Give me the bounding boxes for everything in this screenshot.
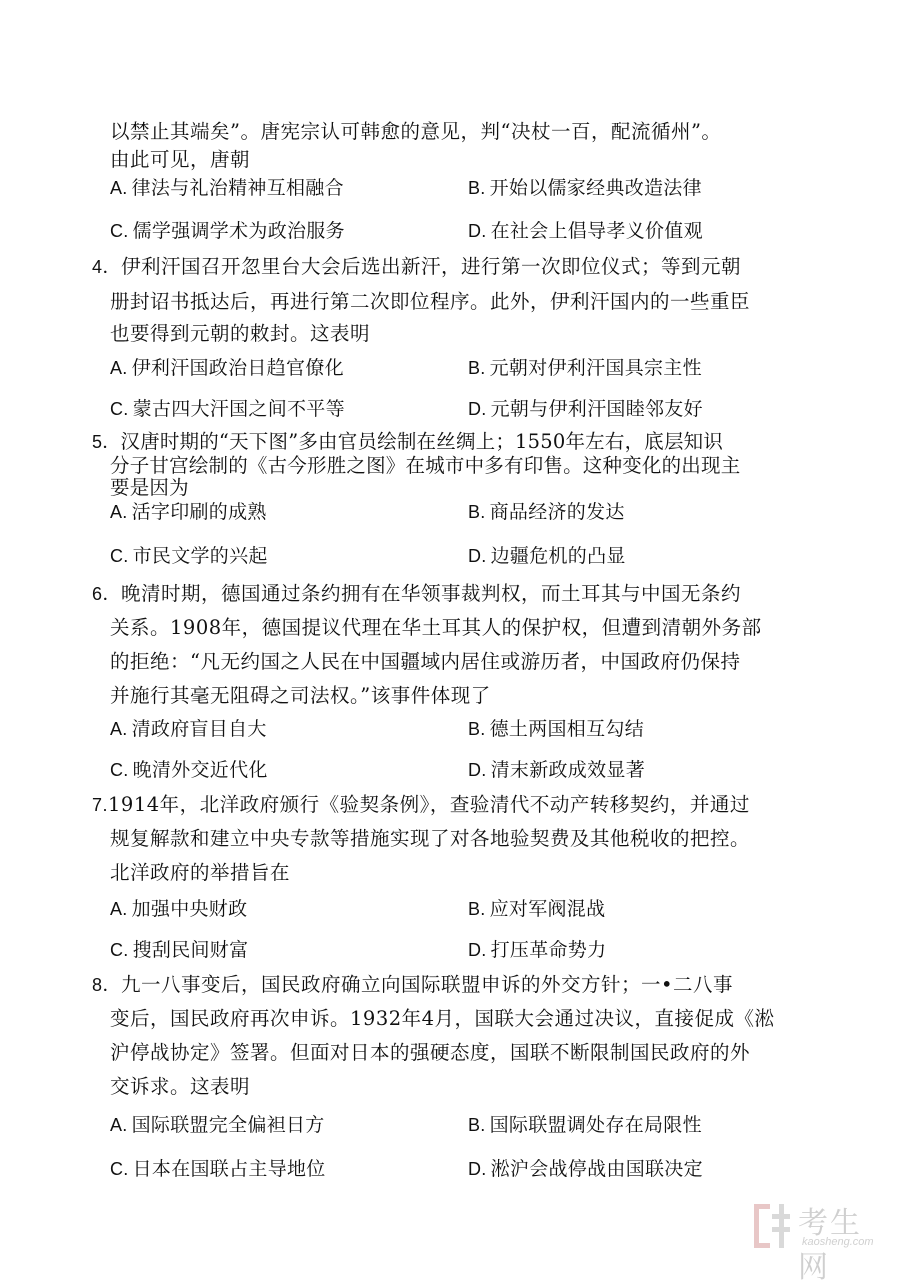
q3-line-2: 由此可见，唐朝 [110,148,251,171]
q5-text-1: 汉唐时期的“天下图”多由官员绘制在丝绸上；1550年左右，底层知识 [120,430,724,453]
option-letter: A. [110,1115,128,1135]
option-text: 清政府盲目自大 [131,718,267,740]
option-text: 德土两国相互勾结 [489,718,645,740]
option-letter: B. [468,719,486,739]
option-letter: A. [110,178,128,198]
q8-option-b[interactable] [468,1113,702,1137]
option-letter: C. [110,940,129,960]
option-letter: C. [110,760,129,780]
q4-number: 4． [92,257,122,277]
q7-text-1: 1914年，北洋政府颁行《验契条例》，查验清代不动产转移契约，并通过 [108,793,750,816]
option-letter: B. [468,502,486,522]
q5-option-a[interactable] [110,500,267,524]
q7-line-2: 规复解款和建立中央专款等措施实现了对各地验契费及其他税收的把控。 [110,827,751,850]
watermark-logo-icon [752,1200,792,1252]
q7-line-3: 北洋政府的举措旨在 [110,861,291,884]
q8-text-1: 九一八事变后，国民政府确立向国际联盟申诉的外交方针；一•二八事 [121,973,734,996]
q6-line-2: 关系。1908年，德国提议代理在华土耳其人的保护权，但遭到清朝外务部 [110,616,762,639]
q8-option-c[interactable] [110,1157,326,1181]
option-text: 律法与礼治精神互相融合 [131,177,344,199]
option-text: 加强中央财政 [131,898,248,920]
option-letter: D. [468,221,487,241]
q6-option-d[interactable] [468,758,645,782]
option-letter: C. [110,546,129,566]
q6-line-3: 的拒绝：“凡无约国之人民在中国疆域内居住或游历者，中国政府仍保持 [110,650,741,673]
option-letter: C. [110,221,129,241]
q3-option-b[interactable] [468,176,702,200]
q6-text-1: 晚清时期，德国通过条约拥有在华领事裁判权，而土耳其与中国无条约 [121,582,742,605]
q6-line-1 [92,582,741,606]
option-text: 商品经济的发达 [489,501,625,523]
option-text: 伊利汗国政治日趋官僚化 [131,357,344,379]
q3-option-c[interactable] [110,219,345,243]
option-text: 开始以儒家经典改造法律 [489,177,702,199]
option-text: 元朝对伊利汗国具宗主性 [489,357,702,379]
option-text: 国际联盟完全偏袒日方 [131,1114,325,1136]
q7-number: 7. [92,795,109,815]
q6-option-c[interactable] [110,758,268,782]
option-text: 元朝与伊利汗国睦邻友好 [490,398,703,420]
option-text: 淞沪会战停战由国联决定 [490,1158,703,1180]
q5-option-d[interactable] [468,544,626,568]
option-letter: B. [468,899,486,919]
option-text: 儒学强调学术为政治服务 [132,220,345,242]
option-letter: D. [468,760,487,780]
option-text: 清末新政成效显著 [490,759,646,781]
q4-option-c[interactable] [110,397,345,421]
q3-option-d[interactable] [468,219,703,243]
q8-number: 8． [92,975,122,995]
option-letter: A. [110,899,128,919]
q5-line-3: 要是因为 [110,476,189,499]
option-letter: C. [110,399,129,419]
q4-line-1 [92,255,741,279]
q8-option-d[interactable] [468,1157,703,1181]
option-text: 晚清外交近代化 [132,759,268,781]
option-text: 打压革命势力 [490,939,607,961]
option-text: 蒙古四大汗国之间不平等 [132,398,345,420]
q7-option-d[interactable] [468,938,606,962]
q5-line-1 [92,430,723,454]
q7-option-c[interactable] [110,938,248,962]
option-text: 应对军阀混战 [489,898,606,920]
q4-option-a[interactable] [110,356,344,380]
q7-line-1 [92,793,750,817]
watermark-url: kaosheng.com [802,1236,874,1248]
option-text: 搜刮民间财富 [132,939,249,961]
q4-text-1: 伊利汗国召开忽里台大会后选出新汗，进行第一次即位仪式；等到元朝 [121,255,742,278]
q6-option-b[interactable] [468,717,644,741]
option-letter: D. [468,1159,487,1179]
q5-option-c[interactable] [110,544,268,568]
q7-option-a[interactable] [110,897,247,921]
option-text: 国际联盟调处存在局限性 [489,1114,702,1136]
option-letter: D. [468,546,487,566]
option-letter: B. [468,358,486,378]
q7-option-b[interactable] [468,897,605,921]
q3-line-1: 以禁止其端矣”。唐宪宗认可韩愈的意见，判“决杖一百，配流循州”。 [110,120,722,143]
option-letter: B. [468,178,486,198]
q3-option-a[interactable] [110,176,344,200]
option-text: 在社会上倡导孝义价值观 [490,220,703,242]
option-letter: A. [110,502,128,522]
q6-line-4: 并施行其毫无阻碍之司法权。”该事件体现了 [110,684,491,707]
q4-line-3: 也要得到元朝的敕封。这表明 [110,322,371,345]
q8-line-4: 交诉求。这表明 [110,1075,251,1098]
watermark-brand: 考生网 [798,1207,862,1284]
q8-line-1 [92,973,733,997]
q8-option-a[interactable] [110,1113,325,1137]
q6-number: 6． [92,584,122,604]
option-letter: D. [468,940,487,960]
q6-option-a[interactable] [110,717,267,741]
option-letter: A. [110,358,128,378]
q8-line-3: 沪停战协定》签署。但面对日本的强硬态度，国联不断限制国民政府的外 [110,1041,751,1064]
q5-option-b[interactable] [468,500,625,524]
option-text: 日本在国联占主导地位 [132,1158,326,1180]
q4-option-d[interactable] [468,397,703,421]
option-text: 边疆危机的凸显 [490,545,626,567]
option-letter: D. [468,399,487,419]
watermark [752,1196,892,1284]
q8-line-2: 变后，国民政府再次申诉。1932年4月，国联大会通过决议，直接促成《淞 [110,1007,775,1030]
q4-option-b[interactable] [468,356,702,380]
option-letter: B. [468,1115,486,1135]
q5-number: 5． [92,432,121,452]
q5-line-2: 分子甘宫绘制的《古今形胜之图》在城市中多有印售。这种变化的出现主 [110,454,741,477]
option-letter: C. [110,1159,129,1179]
option-text: 市民文学的兴起 [132,545,268,567]
q4-line-2: 册封诏书抵达后，再进行第二次即位程序。此外，伊利汗国内的一些重臣 [110,290,751,313]
option-letter: A. [110,719,128,739]
option-text: 活字印刷的成熟 [131,501,267,523]
